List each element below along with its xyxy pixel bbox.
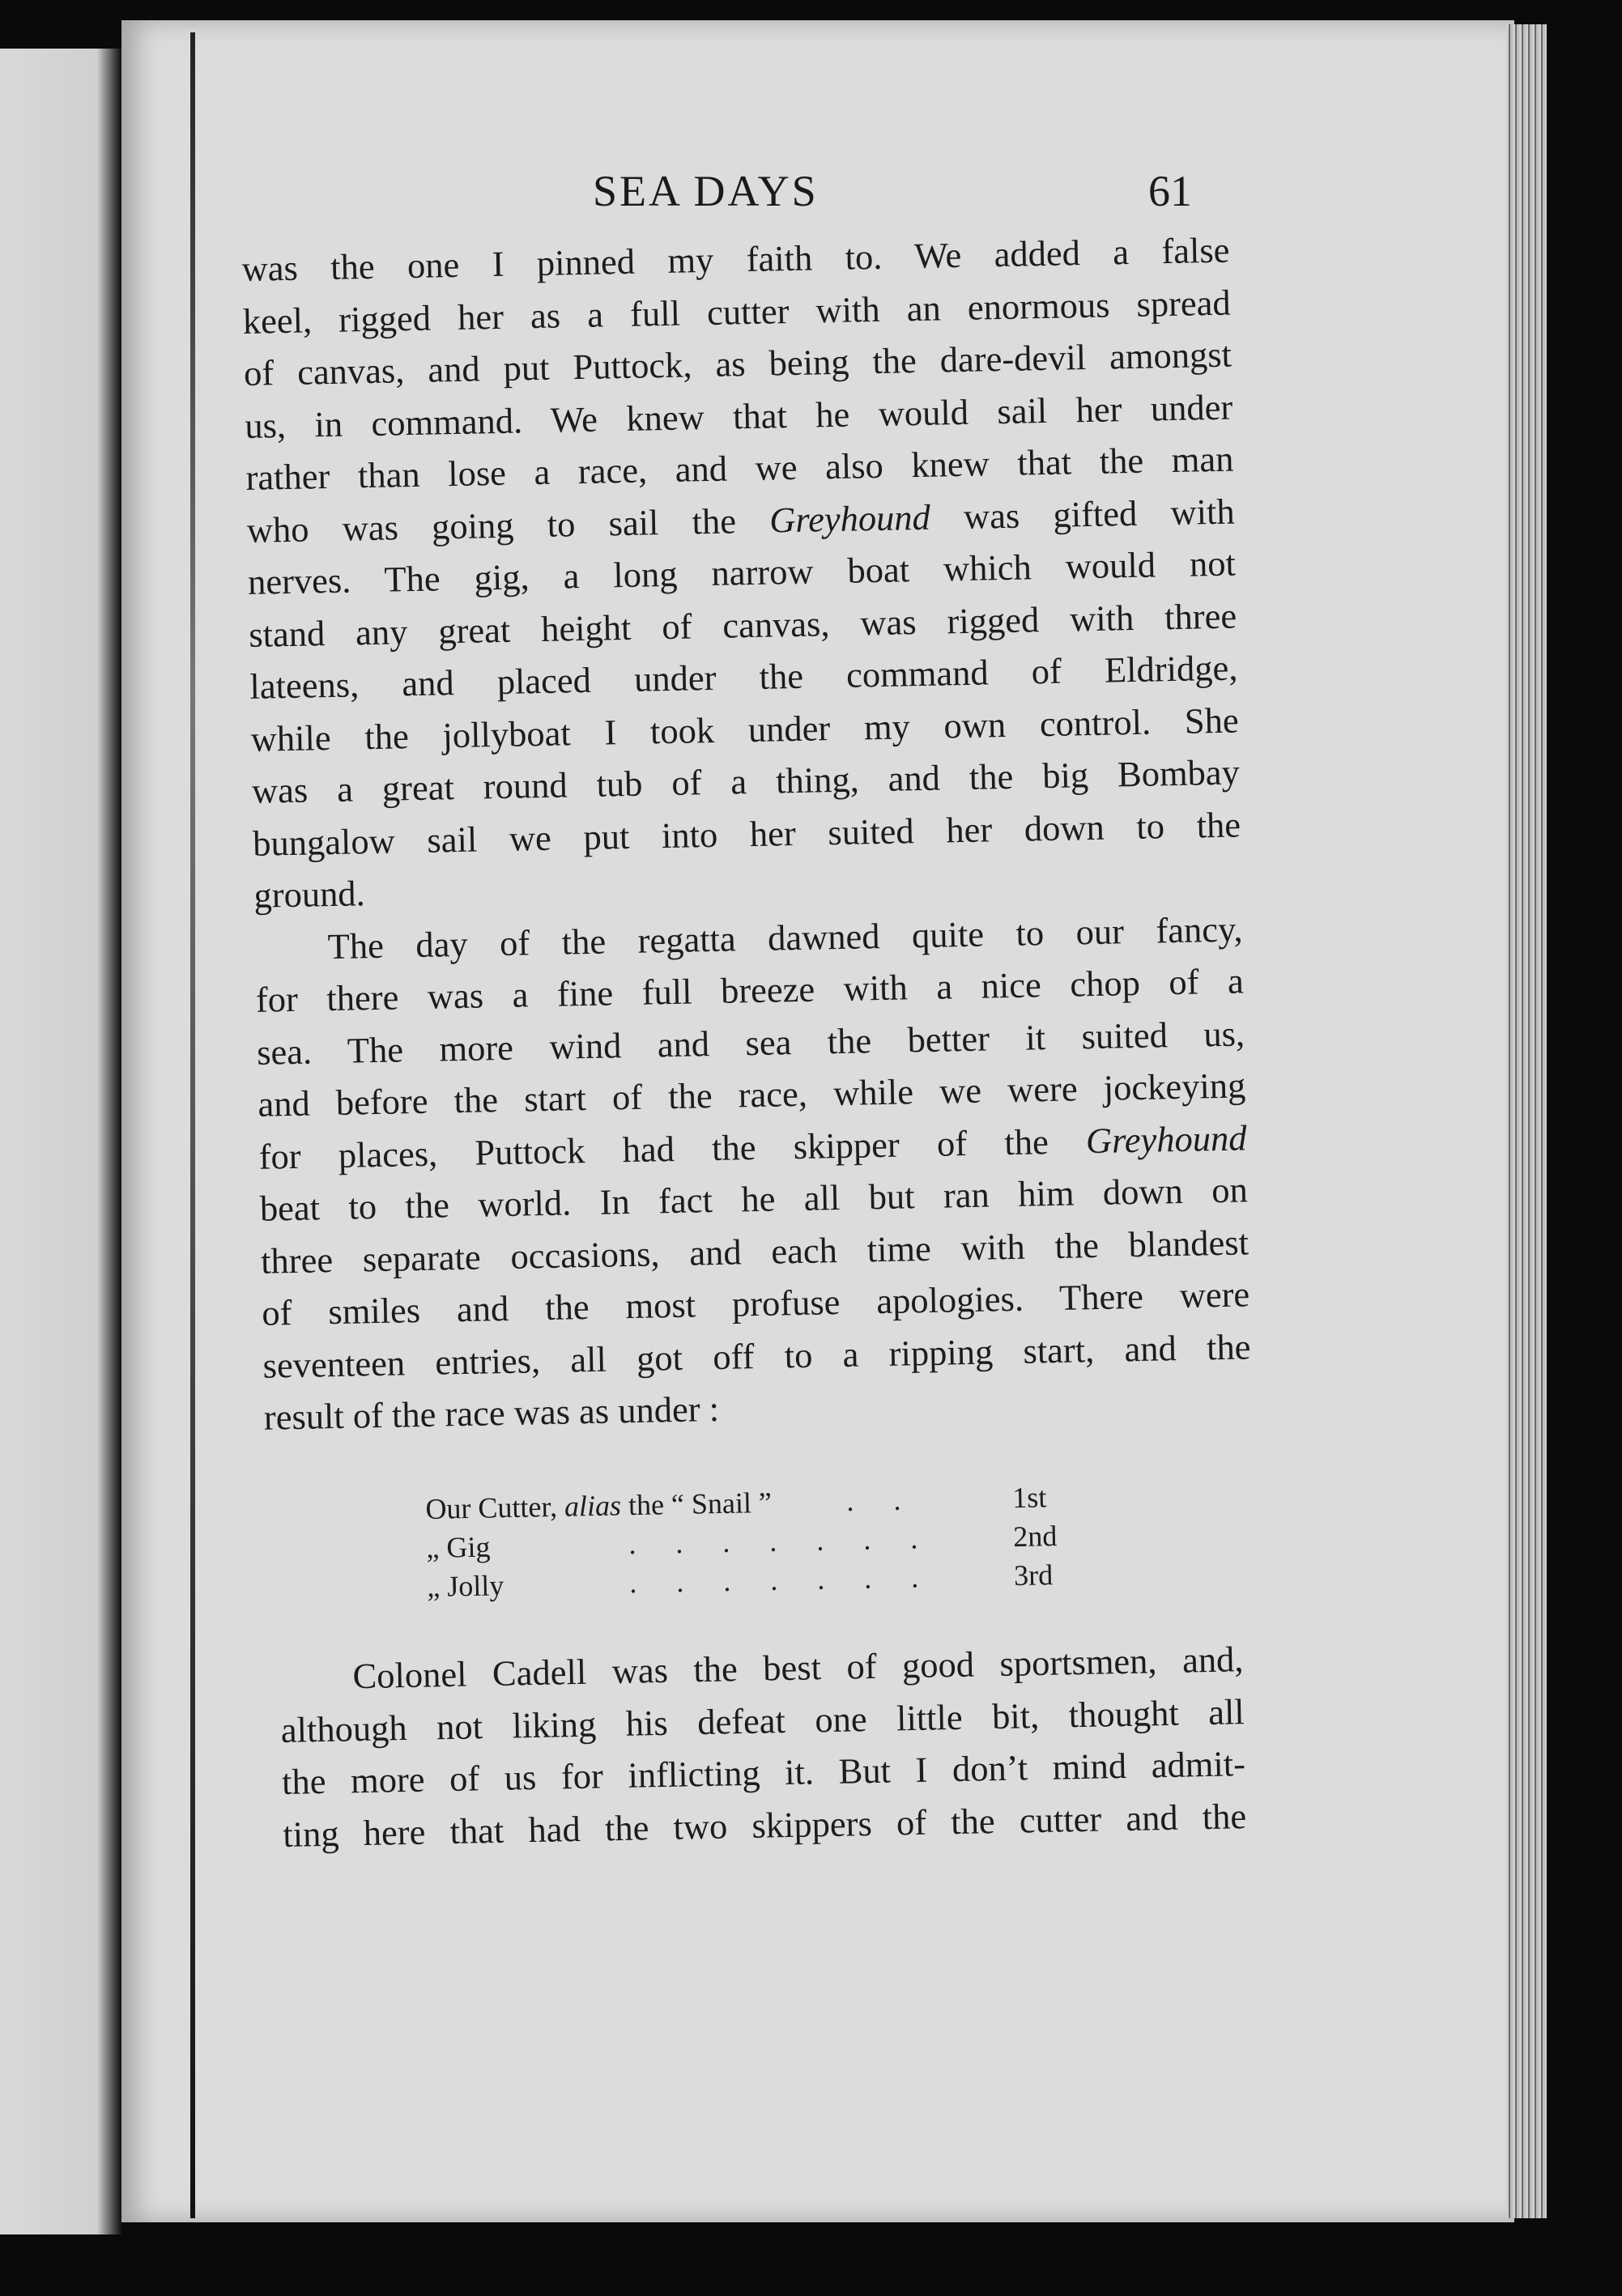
text-line: us, in command. We knew that he would sail her under — [244, 386, 1233, 446]
facing-page-edge — [0, 49, 121, 2234]
result-leader-dots: . . — [845, 1483, 917, 1518]
text-line: ground. — [253, 873, 366, 916]
text-line: for places, Puttock had the skipper of the Greyhound — [258, 1116, 1247, 1177]
text-line: while the jollyboat I took under my own control. She — [250, 699, 1240, 759]
running-head — [243, 166, 1198, 231]
text-line: was a great round tub of a thing, and the big Bombay — [251, 751, 1241, 811]
text-line: sea. The more wind and sea the better it suited us, — [256, 1012, 1245, 1073]
result-leader-dots: . . . . . . . — [628, 1560, 935, 1600]
text-line: for there was a fine full breeze with a nice chop of a — [255, 960, 1245, 1020]
text-line: stand any great height of canvas, was rigged with three — [248, 594, 1237, 655]
body-text-bottom — [279, 1633, 1247, 1860]
text-line: ting here that had the two skippers of the cutter and the — [282, 1795, 1247, 1855]
text-line: nerves. The gig, a long narrow boat which would not — [247, 542, 1237, 602]
text-line: although not liking his defeat one little bit, thought all — [280, 1690, 1245, 1750]
text-line: lateens, and placed under the command of Eldridge, — [249, 647, 1238, 707]
text-line: three separate occasions, and each time with the blandest — [260, 1221, 1249, 1282]
text-line: keel, rigged her as a full cutter with an enormous spread — [242, 282, 1232, 342]
text-line: of smiles and the most profuse apologies. There were — [261, 1273, 1250, 1333]
race-results-table — [425, 1478, 1075, 1606]
text-line: Colonel Cadell was the best of good sportsmen, and, — [352, 1639, 1244, 1697]
text-line: and before the start of the race, while we were jockeying — [257, 1065, 1246, 1125]
body-text-top — [241, 224, 1252, 1444]
gutter-line — [190, 32, 195, 2218]
result-boat: „ Jolly — [426, 1569, 504, 1603]
text-line: was the one I pinned my faith to. We added a false — [241, 229, 1230, 289]
text-line: the more of us for inflicting it. But I don’t mind admit- — [281, 1743, 1246, 1802]
result-place: 2nd — [1012, 1520, 1058, 1554]
text-line: bungalow sail we put into her suited her down to the — [252, 803, 1241, 864]
text-line: of canvas, and put Puttock, as being the dare-devil amongst — [243, 334, 1232, 393]
text-line: who was going to sail the Greyhound was gifted with — [246, 491, 1236, 551]
page-stack-edge — [1506, 24, 1547, 2218]
running-head-title: SEA DAYS — [593, 167, 819, 215]
result-place: 3rd — [1013, 1558, 1054, 1592]
text-line: rather than lose a race, and we also knew that the man — [245, 438, 1234, 498]
text-line: The day of the regatta dawned quite to our fancy, — [327, 908, 1243, 967]
result-boat: „ Gig — [425, 1530, 491, 1564]
result-place: 1st — [1011, 1481, 1047, 1515]
page-number: 61 — [1148, 167, 1192, 215]
text-line: seventeen entries, all got off to a ripping start, and the — [262, 1325, 1251, 1386]
text-line: result of the race was as under : — [263, 1388, 720, 1438]
text-line: beat to the world. In fact he all but ran him down on — [259, 1169, 1249, 1229]
result-boat: Our Cutter, alias the “ Snail ” — [425, 1486, 773, 1525]
result-leader-dots: . . . . . . . — [628, 1521, 934, 1561]
